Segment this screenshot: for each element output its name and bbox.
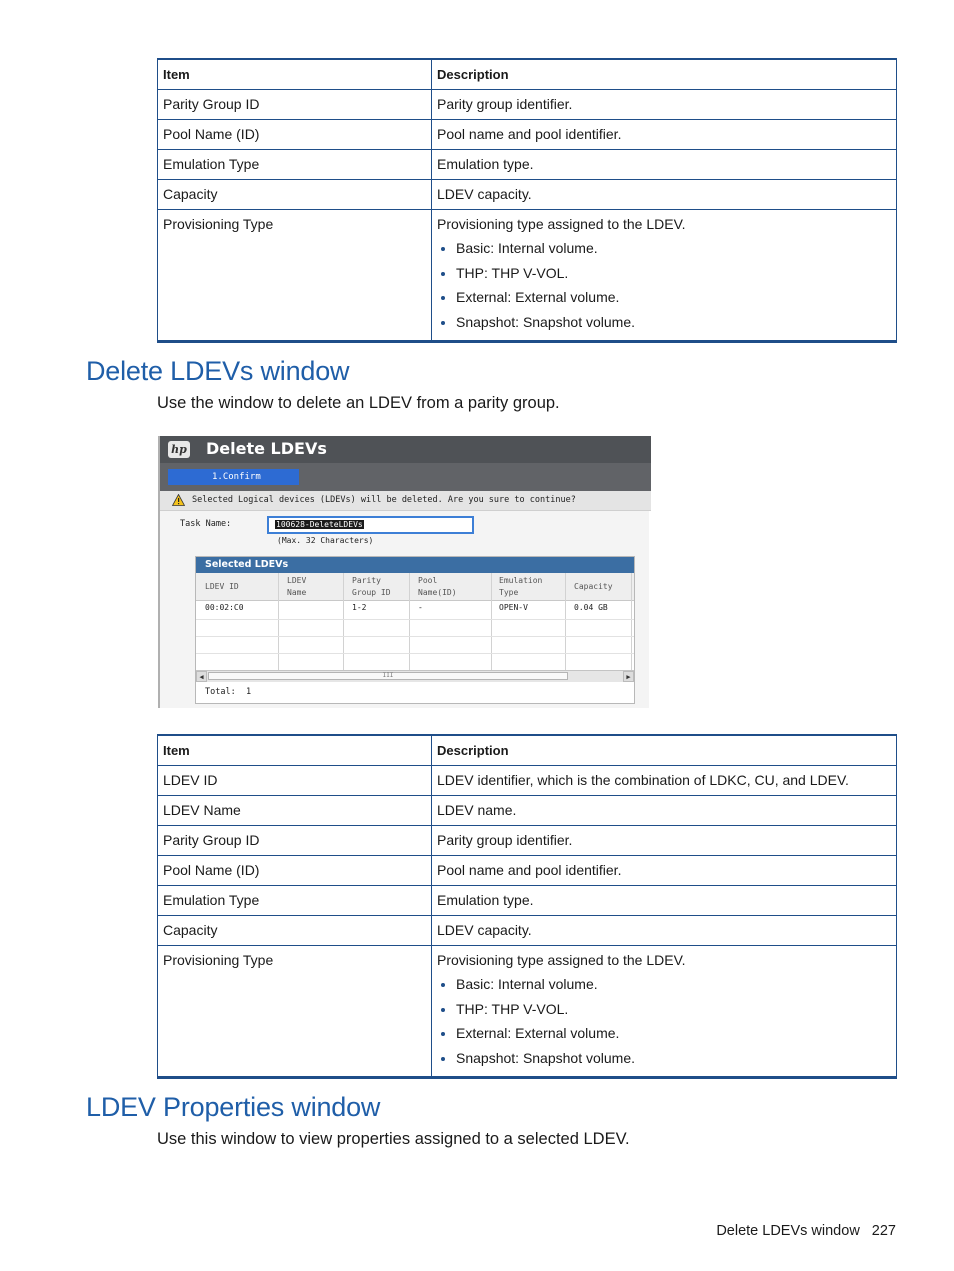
bullet-list (437, 236, 891, 334)
column-header-description: Description (432, 59, 897, 90)
item-cell: Parity Group ID (158, 90, 432, 120)
wizard-steps-bar (160, 463, 651, 491)
item-cell: Provisioning Type (158, 946, 432, 1078)
table-row (158, 150, 897, 180)
window-title-bar (160, 436, 651, 463)
footer-section-title: Delete LDEVs window (716, 1223, 860, 1239)
task-name-input[interactable] (267, 516, 474, 534)
description-cell: Parity group identifier. (432, 90, 897, 120)
item-cell: Capacity (158, 180, 432, 210)
description-cell (432, 946, 897, 1078)
item-cell: Provisioning Type (158, 210, 432, 342)
item-cell: Emulation Type (158, 150, 432, 180)
capacity-cell: 0.04 GB (574, 603, 608, 612)
item-cell: Parity Group ID (158, 826, 432, 856)
delete-ldevs-window (158, 436, 649, 708)
selected-ldevs-grid (195, 556, 635, 704)
description-cell: Emulation type. (432, 886, 897, 916)
table-row (158, 90, 897, 120)
table-row (158, 180, 897, 210)
bullet-item: • Basic: Internal volume. (456, 972, 891, 997)
horizontal-scrollbar[interactable] (196, 670, 634, 682)
description-cell: Pool name and pool identifier. (432, 120, 897, 150)
bullet-item: • THP: THP V-VOL. (456, 997, 891, 1022)
scrollbar-thumb[interactable]: III (208, 672, 568, 680)
description-text: Provisioning type assigned to the LDEV. (437, 216, 686, 232)
description-cell: LDEV name. (432, 796, 897, 826)
table-row (158, 886, 897, 916)
description-cell (432, 210, 897, 342)
bullet-item: • External: External volume. (456, 285, 891, 310)
bullet-item: • External: External volume. (456, 1021, 891, 1046)
parity-group-cell: 1-2 (352, 603, 367, 612)
warning-message-bar (160, 491, 651, 511)
table-row[interactable] (196, 603, 634, 615)
description-text: Provisioning type assigned to the LDEV. (437, 952, 686, 968)
task-name-value: 100628-DeleteLDEVs (276, 520, 363, 529)
column-header-item: Item (158, 735, 432, 766)
task-name-label: Task Name: (180, 519, 232, 529)
section-heading-ldev-properties: LDEV Properties window (86, 1092, 381, 1122)
column-header-description: Description (432, 735, 897, 766)
item-cell: Capacity (158, 916, 432, 946)
table-row (158, 796, 897, 826)
description-cell: LDEV capacity. (432, 180, 897, 210)
table-row (158, 210, 897, 342)
column-header-capacity[interactable]: Capacity (574, 582, 613, 591)
description-cell: Pool name and pool identifier. (432, 856, 897, 886)
grid-title: Selected LDEVs (196, 557, 634, 573)
item-cell: Pool Name (ID) (158, 120, 432, 150)
bullet-item: • Snapshot: Snapshot volume. (456, 1046, 891, 1071)
section-intro: Use this window to view properties assigned to a selected LDEV. (157, 1130, 630, 1148)
item-cell: LDEV Name (158, 796, 432, 826)
table-row (158, 766, 897, 796)
column-header-emulation-type[interactable]: Emulation Type (499, 576, 543, 597)
column-header-item: Item (158, 59, 432, 90)
item-cell: LDEV ID (158, 766, 432, 796)
description-cell: Emulation type. (432, 150, 897, 180)
pool-name-cell: - (418, 603, 423, 612)
page-footer (716, 1223, 896, 1239)
page-number: 227 (871, 1223, 896, 1239)
warning-icon (172, 494, 185, 506)
hp-logo-icon: hp (168, 441, 190, 458)
table-row (158, 826, 897, 856)
table-header-row (158, 735, 897, 766)
table-header-row (158, 59, 897, 90)
bullet-item: • Basic: Internal volume. (456, 236, 891, 261)
item-description-table-2 (157, 734, 897, 1079)
column-header-pool-name[interactable]: Pool Name(ID) (418, 576, 457, 597)
column-header-ldev-name[interactable]: LDEV Name (287, 576, 307, 597)
column-header-ldev-id[interactable]: LDEV ID (205, 582, 239, 591)
ldev-id-cell: 00:02:C0 (205, 603, 244, 612)
step-confirm-button[interactable]: 1.Confirm (168, 469, 299, 485)
window-title: Delete LDEVs (206, 439, 327, 458)
column-header-parity-group-id[interactable]: Parity Group ID (352, 576, 391, 597)
bullet-item: • Snapshot: Snapshot volume. (456, 310, 891, 335)
description-cell: Parity group identifier. (432, 826, 897, 856)
table-row (158, 916, 897, 946)
table-row (158, 120, 897, 150)
section-heading-delete-ldevs: Delete LDEVs window (86, 356, 350, 386)
warning-text: Selected Logical devices (LDEVs) will be deleted. Are you sure to continue? (192, 495, 576, 505)
scroll-left-arrow-icon[interactable]: ◀ (196, 671, 207, 682)
bullet-item: • THP: THP V-VOL. (456, 261, 891, 286)
description-cell: LDEV identifier, which is the combination of LDKC, CU, and LDEV. (432, 766, 897, 796)
description-cell: LDEV capacity. (432, 916, 897, 946)
item-description-table-1 (157, 58, 897, 343)
emulation-type-cell: OPEN-V (499, 603, 528, 612)
table-row (158, 946, 897, 1078)
item-cell: Emulation Type (158, 886, 432, 916)
section-intro: Use the window to delete an LDEV from a parity group. (157, 394, 560, 412)
max-characters-note: (Max. 32 Characters) (277, 536, 374, 545)
item-cell: Pool Name (ID) (158, 856, 432, 886)
table-row (158, 856, 897, 886)
scroll-right-arrow-icon[interactable]: ▶ (623, 671, 634, 682)
bullet-list (437, 972, 891, 1070)
total-count: Total: 1 (205, 687, 252, 697)
